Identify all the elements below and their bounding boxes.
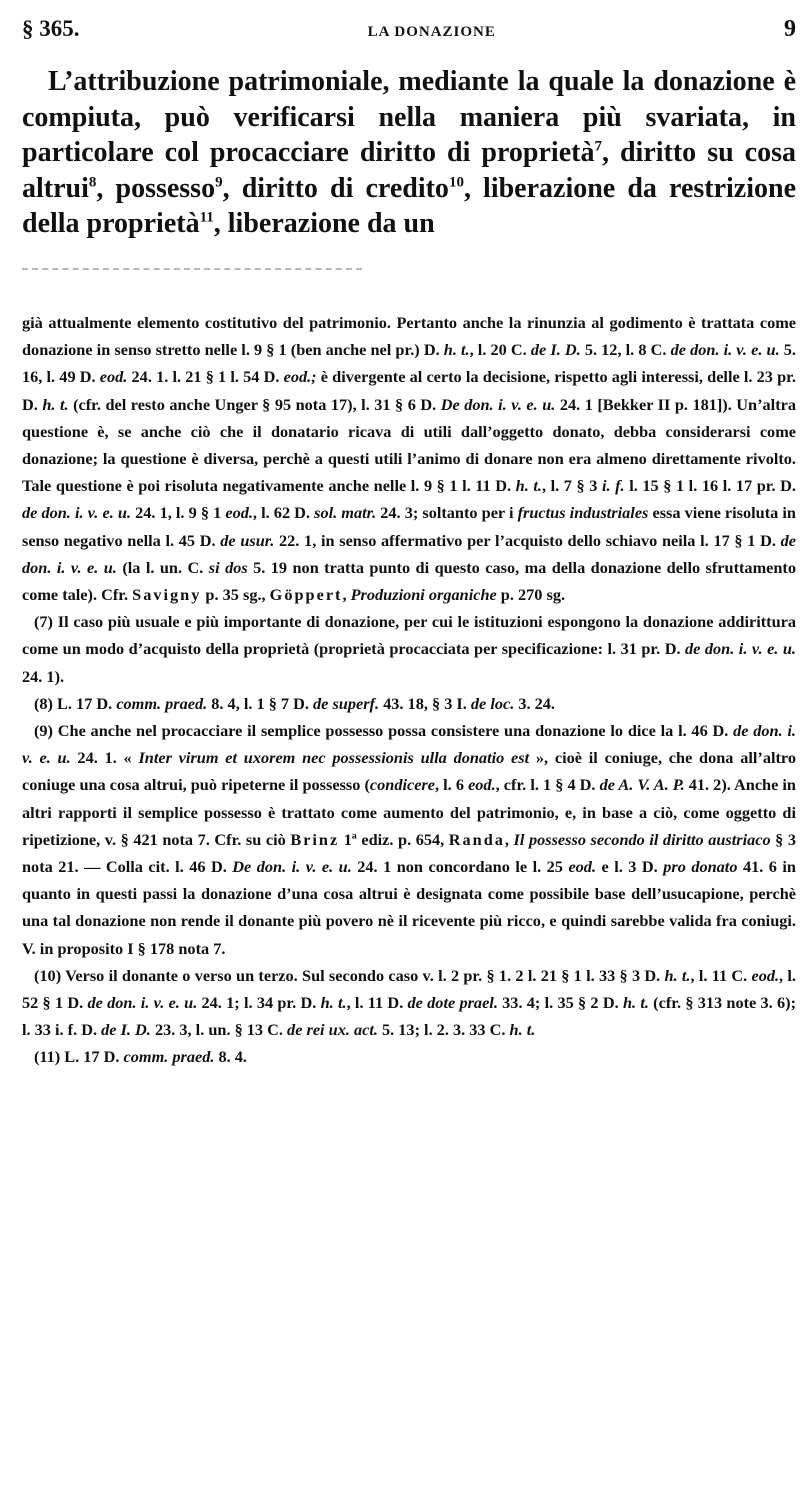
footnote-ref-7: 7 [594,138,602,155]
footnote-9: (9) Che anche nel procacciare il semplice possesso possa consistere una donazione lo dice la l. 46 D. de don. i. v. e. u. 24. 1. « Inter virum et uxorem nec possessionis ulla donatio est », cioè il coniuge, che dona all’altro coniuge una cosa altrui, può ripeterne il possesso (condicere, l. 6 eod., cfr. l. 1 § 4 D. de A. V. A. P. 41. 2). Anche in altri rapporti il semplice possesso è trattato come aumento del patrimonio, e, in base a ciò, come oggetto di ripetizione, v. § 421 nota 7. Cfr. su ciò Brinz 1ª ediz. p. 654, Randa, Il possesso secondo il diritto austriaco § 3 nota 21. — Colla cit. l. 46 D. De don. i. v. e. u. 24. 1 non concordano le l. 25 eod. e l. 3 D. pro donato 41. 6 in quanto in questi passi la donazione d’una cosa altrui è designata come possibile base dell’usucapione, perchè una tal donazione non rende il donante più povero nè il ricevente più ricco, e quindi sarebbe valida fra coniugi. V. in proposito I § 178 nota 7. [22,721,797,958]
body-text-segment: , liberazione da un [213,208,435,239]
section-number: § 365. [22,16,80,41]
page-number: 9 [784,16,796,42]
footnote-divider [22,268,362,270]
footnote-11: (11) L. 17 D. comm. praed. 8. 4. [34,1047,247,1067]
body-text-segment: , diritto su cosa altrui [22,137,797,204]
main-paragraph [22,64,796,242]
body-text-segment: , possesso [96,172,216,204]
footnote-ref-10: 10 [448,174,464,191]
running-title: LA DONAZIONE [367,24,496,40]
body-text-segment: , liberazione da restrizione della proprietà [22,172,797,239]
footnote-10: (10) Verso il donante o verso un terzo. Sul secondo caso v. l. 2 pr. § 1. 2 l. 21 § 1 l. 33 § 3 D. h. t., l. 11 C. eod., l. 52 § 1 D. de don. i. v. e. u. 24. 1; l. 34 pr. D. h. t., l. 11 D. de dote prael. 33. 4; l. 35 § 2 D. h. t. (cfr. § 313 note 3. 6); l. 33 i. f. D. de I. D. 23. 3, l. un. § 13 C. de rei ux. act. 5. 13; l. 2. 3. 33 C. h. t. [22,965,796,1040]
footnotes [22,309,796,1071]
footnote-6-continued: già attualmente elemento costitutivo del patrimonio. Pertanto anche la rinunzia al godimento è trattata come donazione in senso stretto nelle l. 9 § 1 (ben anche nel pr.) D. h. t., l. 20 C. de I. D. 5. 12, l. 8 C. de don. i. v. e. u. 5. 16, l. 49 D. eod. 24. 1. l. 21 § 1 l. 54 D. eod.; è divergente al certo la decisione, rispetto agli interessi, delle l. 23 pr. D. h. t. (cfr. del resto anche Unger § 95 nota 17), l. 31 § 6 D. De don. i. v. e. u. 24. 1 [Bekker II p. 181]). Un’altra questione è, se anche ciò che il donatario ricava di utili dall’oggetto donato, debba considerarsi come donazione; la questione è diversa, perchè a questi utili l’animo di donare non era almeno direttamente rivolto. Tale questione è poi risoluta negativamente anche nelle l. 9 § 1 l. 11 D. h. t., l. 7 § 3 i. f. l. 15 § 1 l. 16 l. 17 pr. D. de don. i. v. e. u. 24. 1, l. 9 § 1 eod., l. 62 D. sol. matr. 24. 3; soltanto per i fructus industriales essa viene risoluta in senso negativo nella l. 45 D. de usur. 22. 1, in senso affermativo per l’acquisto dello schiavo neila l. 17 § 1 D. de don. i. v. e. u. (la l. un. C. si dos 5. 19 non tratta punto di questo caso, ma della donazione dello sfruttamento come tale). Cfr. Savigny p. 35 sg., Göppert, Produzioni organiche p. 270 sg. [22,313,797,605]
footnote-ref-8: 8 [88,174,97,191]
running-header [22,16,796,50]
footnote-ref-9: 9 [215,174,223,191]
footnote-ref-11: 11 [199,209,214,226]
body-text-segment: , diritto di credito [222,172,449,204]
footnote-7: (7) Il caso più usuale e più importante di donazione, per cui le istituzioni espongono la donazione addirittura come un modo d’acquisto della proprietà (proprietà procacciata per specificazione: l. 31 pr. D. de don. i. v. e. u. 24. 1). [22,612,796,686]
body-text-segment: L’attribuzione patrimoniale, mediante la quale la donazione è compiuta, può verificarsi nella maniera più svariata, in particolare col procacciare diritto di proprietà [22,66,796,168]
footnote-8: (8) L. 17 D. comm. praed. 8. 4, l. 1 § 7 D. de superf. 43. 18, § 3 I. de loc. 3. 24. [34,693,555,713]
